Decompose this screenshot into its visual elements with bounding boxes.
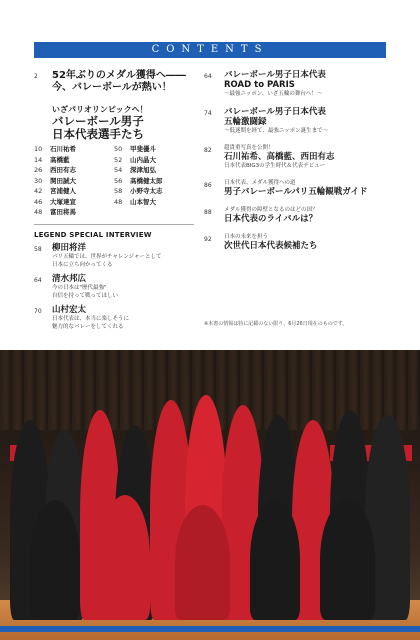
page-number: 88: [204, 209, 212, 216]
footnote: ※本書の情報は特に記載のない限り、6月26日現在のものです。: [204, 321, 348, 327]
entry-heading: ROAD to PARIS: [224, 80, 295, 90]
player-list: [34, 145, 194, 218]
page-number: 70: [34, 307, 42, 315]
team-member: [320, 500, 375, 620]
interview-entry[interactable]: [34, 305, 194, 331]
page-number: 64: [34, 276, 42, 284]
player-item[interactable]: 46 大塚達宣: [34, 197, 76, 206]
entry-title: 日本代表選手たち: [52, 127, 144, 141]
player-item[interactable]: 26 西田有志: [34, 166, 76, 174]
interview-summary: 日本代表は、本当に楽しそうに: [52, 315, 130, 322]
interview-entry[interactable]: [34, 274, 194, 300]
interviewee-name: 清水邦広: [52, 273, 87, 284]
entry-title: バレーボール男子: [52, 114, 144, 128]
entry-kicker: メダル獲得の障壁となるのはどの国？: [224, 207, 318, 213]
toc-entry[interactable]: [204, 107, 390, 135]
page-number: 64: [204, 73, 212, 80]
player-item[interactable]: 48 富田将馬: [34, 208, 76, 216]
player-item[interactable]: 48 山本智大: [114, 197, 156, 206]
entry-heading: 52年ぶりのメダル獲得へ――: [52, 70, 186, 81]
team-member: [30, 500, 80, 620]
player-item[interactable]: 30 関田誠大: [34, 176, 76, 185]
contents-banner: CONTENTS: [34, 42, 386, 58]
team-photo: [0, 350, 420, 640]
left-column: [34, 70, 194, 336]
page-number: 92: [204, 236, 212, 243]
entry-heading: 男子バレーボールパリ五輪観戦ガイド: [224, 187, 368, 197]
entry-kicker: 日本代表、メダル獲得への道: [224, 180, 296, 186]
team-member: [250, 500, 300, 620]
interview-summary: 魅力的なバレーをしてくれる: [52, 323, 124, 330]
interview-entry[interactable]: [34, 243, 194, 269]
player-item[interactable]: 58 小野寺太志: [114, 187, 163, 195]
entry-heading: バレーボール男子日本代表: [224, 70, 326, 80]
toc-entry[interactable]: [204, 233, 390, 251]
court-line: [0, 626, 420, 632]
team-member: [175, 505, 230, 620]
entry-lead: いざパリオリンピックへ！: [52, 105, 148, 114]
entry-heading: 今、バレーボールが熱い！: [52, 82, 172, 93]
page-number: 2: [34, 73, 38, 80]
entry-subtitle: ～最強ニッポン、いざ五輪の舞台へ！～: [224, 91, 323, 97]
entry-kicker: 超貴重写真を公開！: [224, 145, 274, 151]
toc-entry-players[interactable]: [34, 101, 194, 141]
page-number: 86: [204, 182, 212, 189]
interview-summary: パリ五輪では、世界がチャレンジャーとして: [52, 253, 162, 260]
divider: [34, 224, 194, 225]
entry-subtitle: 日本代表BIG3の学生時代＆代表デビュー: [224, 163, 326, 169]
toc-entry[interactable]: [204, 206, 390, 224]
player-item[interactable]: 14 高橋藍: [34, 155, 70, 164]
team-member: [100, 495, 150, 620]
player-item[interactable]: 50 甲斐優斗: [114, 145, 156, 153]
interview-summary: 日本に立ち向かってくる: [52, 261, 113, 268]
player-item[interactable]: 52 山内晶大: [114, 155, 156, 164]
entry-heading: 次世代日本代表候補たち: [224, 241, 318, 251]
player-item[interactable]: 56 高橋健太郎: [114, 176, 163, 185]
page-number: 74: [204, 110, 212, 117]
entry-heading: 五輪激闘録: [224, 117, 267, 127]
toc-entry[interactable]: [34, 70, 194, 94]
player-item[interactable]: 10 石川祐希: [34, 145, 76, 153]
page-number: 58: [34, 245, 42, 253]
toc-entry[interactable]: [204, 179, 390, 197]
entry-subtitle: ～低迷期を経て、最強ニッポン誕生まで～: [224, 128, 329, 134]
player-item[interactable]: 54 深津旭弘: [114, 166, 156, 174]
interviewee-name: 柳田将洋: [52, 242, 87, 253]
entry-heading: バレーボール男子日本代表: [224, 107, 326, 117]
entry-heading: 石川祐希、高橋藍、西田有志: [224, 152, 335, 162]
legend-interview-heading: LEGEND SPECIAL INTERVIEW: [34, 230, 152, 239]
entry-kicker: 日本の未来を担う: [224, 234, 269, 240]
page-number: 82: [204, 147, 212, 154]
right-column: [204, 70, 390, 260]
player-item[interactable]: 42 宮浦健人: [34, 187, 76, 195]
interview-summary: 自信を持って戦ってほしい: [52, 292, 119, 299]
entry-heading: 日本代表のライバルは？: [224, 214, 318, 224]
toc-entry[interactable]: [204, 144, 390, 170]
interview-summary: 今の日本は"歴代最強": [52, 284, 107, 291]
toc-entry[interactable]: [204, 70, 390, 98]
interviewee-name: 山村宏太: [52, 304, 87, 315]
